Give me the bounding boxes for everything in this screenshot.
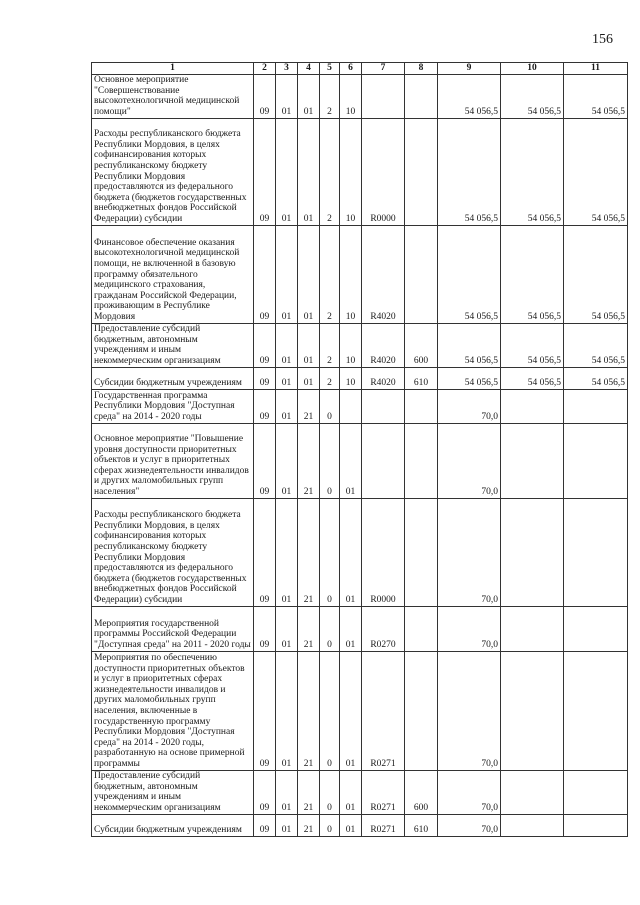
row-description: Субсидии бюджетным учреждениям xyxy=(92,814,254,836)
cell-subsection: 01 xyxy=(276,389,298,423)
cell-amount-col9: 70,0 xyxy=(438,389,501,423)
cell-amount-col10 xyxy=(501,606,564,651)
cell-expense-type xyxy=(405,225,438,323)
cell-expense-type xyxy=(405,118,438,225)
cell-amount-col11 xyxy=(564,498,628,606)
cell-subsection: 01 xyxy=(276,367,298,389)
cell-amount-col9: 54 056,5 xyxy=(438,225,501,323)
cell-section: 09 xyxy=(254,498,276,606)
cell-expense-type: 600 xyxy=(405,770,438,814)
cell-section: 09 xyxy=(254,770,276,814)
table-row xyxy=(92,606,628,651)
cell-subsection: 01 xyxy=(276,423,298,498)
cell-expense-type xyxy=(405,606,438,651)
cell-amount-col11 xyxy=(564,651,628,770)
cell-program: 21 xyxy=(298,651,320,770)
cell-section: 09 xyxy=(254,814,276,836)
cell-subsection: 01 xyxy=(276,770,298,814)
table-row xyxy=(92,118,628,225)
cell-expense-type xyxy=(405,651,438,770)
cell-section: 09 xyxy=(254,389,276,423)
cell-section: 09 xyxy=(254,606,276,651)
column-header: 9 xyxy=(438,63,501,75)
cell-section: 09 xyxy=(254,118,276,225)
table-row xyxy=(92,323,628,367)
header-row xyxy=(92,63,628,75)
cell-program: 21 xyxy=(298,498,320,606)
cell-amount-col10 xyxy=(501,814,564,836)
cell-expense-type xyxy=(405,389,438,423)
cell-section: 09 xyxy=(254,225,276,323)
cell-subprogram: 2 xyxy=(320,367,340,389)
cell-direction: R0270 xyxy=(362,606,405,651)
cell-program: 01 xyxy=(298,225,320,323)
cell-amount-col10: 54 056,5 xyxy=(501,367,564,389)
row-description: Мероприятия государственной программы Российской Федерации "Доступная среда" на 2011 - 2020 годы xyxy=(92,606,254,651)
cell-amount-col10 xyxy=(501,389,564,423)
row-description: Субсидии бюджетным учреждениям xyxy=(92,367,254,389)
row-description: Финансовое обеспечение оказания высокотехнологичной медицинской помощи, не включенной в базовую программу обязательного медицинского страхования, гражданам Российской Федерации, проживающим в Республике Мордовия xyxy=(92,225,254,323)
cell-program: 21 xyxy=(298,606,320,651)
table-row xyxy=(92,225,628,323)
cell-amount-col9: 70,0 xyxy=(438,498,501,606)
cell-event: 10 xyxy=(340,118,362,225)
cell-subsection: 01 xyxy=(276,118,298,225)
cell-amount-col9: 70,0 xyxy=(438,651,501,770)
cell-expense-type xyxy=(405,498,438,606)
row-description: Предоставление субсидий бюджетным, автономным учреждениям и иным некоммерческим организациям xyxy=(92,770,254,814)
cell-event: 01 xyxy=(340,606,362,651)
cell-section: 09 xyxy=(254,651,276,770)
cell-expense-type xyxy=(405,74,438,118)
cell-amount-col10: 54 056,5 xyxy=(501,225,564,323)
cell-amount-col11 xyxy=(564,770,628,814)
cell-subsection: 01 xyxy=(276,225,298,323)
column-header: 6 xyxy=(340,63,362,75)
row-description: Основное мероприятие "Повышение уровня доступности приоритетных объектов и услуг в приоритетных сферах жизнедеятельности инвалидов и других маломобильных групп населения" xyxy=(92,423,254,498)
table-row xyxy=(92,389,628,423)
row-description: Расходы республиканского бюджета Республики Мордовия, в целях софинансирования которых республиканскому бюджету Республики Мордовия предоставляются из федерального бюджета (бюджетов государственных внебюджетных фондов Российской Федерации) субсидии xyxy=(92,118,254,225)
cell-section: 09 xyxy=(254,74,276,118)
table-row xyxy=(92,770,628,814)
cell-amount-col11: 54 056,5 xyxy=(564,225,628,323)
cell-direction: R0000 xyxy=(362,118,405,225)
cell-direction xyxy=(362,423,405,498)
cell-subprogram: 0 xyxy=(320,423,340,498)
cell-amount-col9: 54 056,5 xyxy=(438,74,501,118)
cell-event: 10 xyxy=(340,74,362,118)
cell-program: 21 xyxy=(298,389,320,423)
row-description: Предоставление субсидий бюджетным, автономным учреждениям и иным некоммерческим организациям xyxy=(92,323,254,367)
table-row xyxy=(92,814,628,836)
cell-event: 01 xyxy=(340,770,362,814)
cell-event: 01 xyxy=(340,814,362,836)
cell-subprogram: 0 xyxy=(320,606,340,651)
cell-event: 10 xyxy=(340,323,362,367)
column-header: 7 xyxy=(362,63,405,75)
cell-subsection: 01 xyxy=(276,74,298,118)
cell-direction xyxy=(362,389,405,423)
table-row xyxy=(92,74,628,118)
column-header: 3 xyxy=(276,63,298,75)
cell-amount-col10 xyxy=(501,423,564,498)
cell-amount-col10 xyxy=(501,651,564,770)
cell-expense-type: 610 xyxy=(405,367,438,389)
cell-amount-col10 xyxy=(501,498,564,606)
cell-event: 10 xyxy=(340,225,362,323)
cell-event: 01 xyxy=(340,498,362,606)
table-row xyxy=(92,423,628,498)
cell-program: 01 xyxy=(298,367,320,389)
cell-subprogram: 0 xyxy=(320,651,340,770)
cell-direction: R4020 xyxy=(362,225,405,323)
cell-section: 09 xyxy=(254,423,276,498)
row-description: Государственная программа Республики Мордовия "Доступная среда" на 2014 - 2020 годы xyxy=(92,389,254,423)
cell-amount-col11: 54 056,5 xyxy=(564,367,628,389)
cell-program: 01 xyxy=(298,74,320,118)
cell-subsection: 01 xyxy=(276,651,298,770)
cell-direction: R0271 xyxy=(362,814,405,836)
cell-direction: R0000 xyxy=(362,498,405,606)
cell-direction: R4020 xyxy=(362,323,405,367)
cell-direction: R0271 xyxy=(362,651,405,770)
cell-subprogram: 2 xyxy=(320,74,340,118)
cell-amount-col9: 70,0 xyxy=(438,423,501,498)
column-header: 2 xyxy=(254,63,276,75)
cell-amount-col11 xyxy=(564,423,628,498)
cell-expense-type: 600 xyxy=(405,323,438,367)
cell-amount-col10: 54 056,5 xyxy=(501,323,564,367)
table-row xyxy=(92,651,628,770)
cell-amount-col10: 54 056,5 xyxy=(501,74,564,118)
cell-program: 21 xyxy=(298,770,320,814)
table-row xyxy=(92,498,628,606)
cell-event: 01 xyxy=(340,423,362,498)
cell-program: 21 xyxy=(298,423,320,498)
cell-amount-col11 xyxy=(564,389,628,423)
row-description: Мероприятия по обеспечению доступности приоритетных объектов и услуг в приоритетных сферах жизнедеятельности инвалидов и других маломобильных групп населения, включенные в государственную программу Республики Мордовия "Доступная среда" на 2014 - 2020 годы, разработанную на основе примерной программы xyxy=(92,651,254,770)
column-header: 8 xyxy=(405,63,438,75)
cell-subprogram: 0 xyxy=(320,389,340,423)
cell-direction: R4020 xyxy=(362,367,405,389)
column-header: 4 xyxy=(298,63,320,75)
cell-subprogram: 0 xyxy=(320,770,340,814)
cell-subsection: 01 xyxy=(276,606,298,651)
cell-amount-col9: 70,0 xyxy=(438,814,501,836)
column-header: 1 xyxy=(92,63,254,75)
column-header: 10 xyxy=(501,63,564,75)
cell-amount-col9: 54 056,5 xyxy=(438,323,501,367)
cell-amount-col10: 54 056,5 xyxy=(501,118,564,225)
cell-event: 10 xyxy=(340,367,362,389)
budget-table xyxy=(91,62,628,837)
cell-amount-col11: 54 056,5 xyxy=(564,323,628,367)
cell-program: 01 xyxy=(298,323,320,367)
cell-event: 01 xyxy=(340,651,362,770)
table-row xyxy=(92,367,628,389)
row-description: Расходы республиканского бюджета Республики Мордовия, в целях софинансирования которых республиканскому бюджету Республики Мордовия предоставляются из федерального бюджета (бюджетов государственных внебюджетных фондов Российской Федерации) субсидии xyxy=(92,498,254,606)
cell-program: 21 xyxy=(298,814,320,836)
cell-subprogram: 0 xyxy=(320,498,340,606)
cell-amount-col11 xyxy=(564,606,628,651)
cell-amount-col11: 54 056,5 xyxy=(564,74,628,118)
cell-direction: R0271 xyxy=(362,770,405,814)
cell-amount-col9: 70,0 xyxy=(438,770,501,814)
cell-subprogram: 2 xyxy=(320,323,340,367)
cell-subsection: 01 xyxy=(276,323,298,367)
cell-direction xyxy=(362,74,405,118)
cell-subsection: 01 xyxy=(276,498,298,606)
cell-expense-type xyxy=(405,423,438,498)
cell-amount-col10 xyxy=(501,770,564,814)
cell-subprogram: 2 xyxy=(320,118,340,225)
row-description: Основное мероприятие "Совершенствование высокотехнологичной медицинской помощи" xyxy=(92,74,254,118)
cell-expense-type: 610 xyxy=(405,814,438,836)
column-header: 5 xyxy=(320,63,340,75)
cell-amount-col9: 70,0 xyxy=(438,606,501,651)
cell-amount-col11: 54 056,5 xyxy=(564,118,628,225)
cell-subprogram: 0 xyxy=(320,814,340,836)
cell-amount-col9: 54 056,5 xyxy=(438,118,501,225)
cell-amount-col9: 54 056,5 xyxy=(438,367,501,389)
column-header: 11 xyxy=(564,63,628,75)
cell-subprogram: 2 xyxy=(320,225,340,323)
cell-section: 09 xyxy=(254,367,276,389)
page-number: 156 xyxy=(592,32,613,47)
cell-subsection: 01 xyxy=(276,814,298,836)
cell-event xyxy=(340,389,362,423)
cell-amount-col11 xyxy=(564,814,628,836)
cell-section: 09 xyxy=(254,323,276,367)
cell-program: 01 xyxy=(298,118,320,225)
